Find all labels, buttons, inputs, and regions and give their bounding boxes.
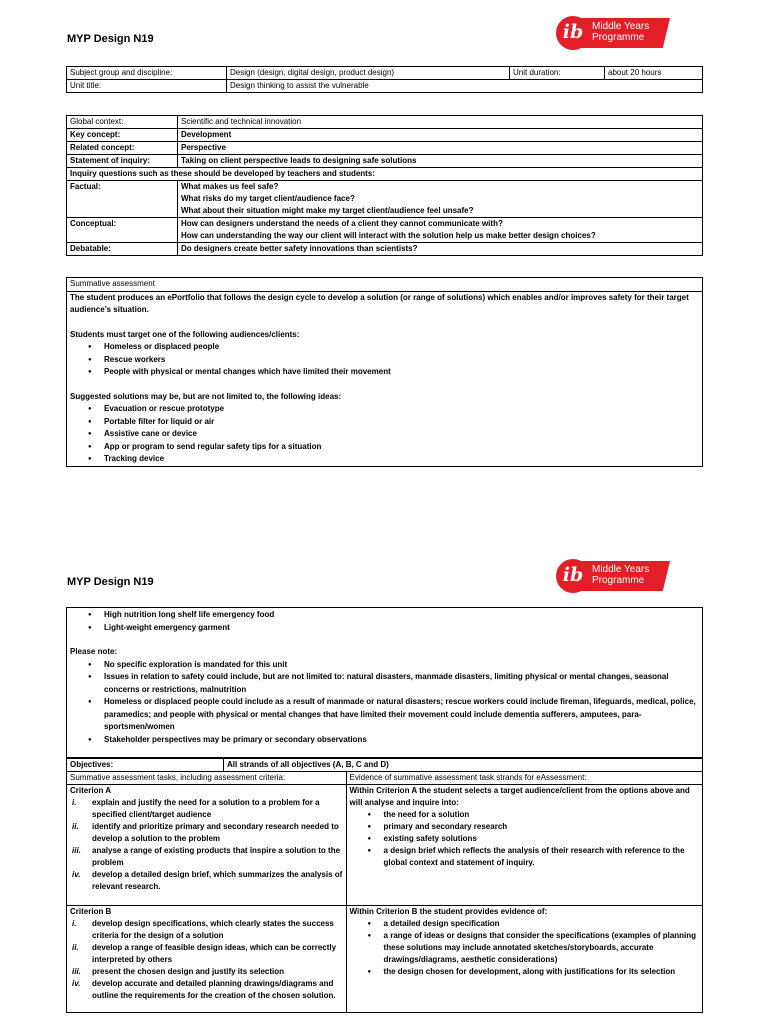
list-item: ● a design brief which reflects the analysis of their research with reference to the global context and statement of inquiry. (384, 845, 699, 869)
list-item (70, 797, 343, 821)
criterion-b-evidence-intro: Within Criterion B the student provides evidence of: (349, 907, 548, 916)
notes-list (70, 659, 699, 747)
debatable-value: Do designers create better safety innovations than scientists? (178, 243, 703, 256)
unit-table (66, 66, 703, 93)
audiences-intro: Students must target one of the following audiences/clients: (70, 329, 300, 339)
list-item: ● the need for a solution (384, 809, 699, 821)
criterion-b-evidence (346, 906, 702, 1013)
questions-heading: Inquiry questions such as these should be developed by teachers and students: (67, 168, 703, 181)
factual-question: What makes us feel safe? (181, 182, 279, 191)
item-text: analyse a range of existing products that inspire a solution to the problem (92, 846, 341, 867)
item-num: iv. (72, 870, 81, 879)
list-item: ● Evacuation or rescue prototype (104, 403, 699, 416)
conceptual-question: How can designers understand the needs of a client they cannot communicate with? (181, 219, 503, 228)
item-num: i. (72, 919, 77, 928)
logo-text (592, 564, 649, 586)
list-item: ● existing safety solutions (384, 833, 699, 845)
criterion-a-cell (67, 785, 347, 906)
objectives-value: All strands of all objectives (A, B, C and D) (224, 759, 703, 772)
item-num: iii. (72, 846, 81, 855)
conceptual-questions (178, 218, 703, 243)
note-heading: Please note: (70, 647, 118, 656)
factual-label: Factual: (67, 181, 178, 218)
item-text: develop accurate and detailed planning drawings/diagrams and outline the requirements for the creation of the chosen solution. (92, 979, 336, 1000)
list-item: ● Homeless or displaced people (104, 341, 699, 354)
logo-line1: Middle Years (592, 564, 650, 575)
logo-text (592, 21, 649, 43)
statement-label: Statement of inquiry: (67, 155, 178, 168)
list-item: ● Homeless or displaced people could include as a result of manmade or natural disasters; rescue workers could include fireman, lifeguards, medical, police, paramedics; and people with physical or mental changes that have limited their movement could include dementia sufferers, amputees, para-sportsmen/women (104, 696, 699, 734)
list-item (70, 869, 343, 893)
list-item (70, 978, 343, 1002)
statement-value: Taking on client perspective leads to designing safe solutions (178, 155, 703, 168)
summative-box (66, 277, 703, 467)
item-text: develop a detailed design brief, which summarizes the analysis of relevant research. (92, 870, 343, 891)
ib-logo-mark: ib (556, 559, 590, 593)
list-item: ● the design chosen for development, along with justifications for its selection (384, 966, 699, 978)
list-item: ● Portable filter for liquid or air (104, 416, 699, 429)
key-concept-value: Development (178, 129, 703, 142)
list-item (70, 821, 343, 845)
list-item: ● a range of ideas or designs that consider the specifications (examples of planning these solutions may include annotated sketches/storyboards, accurate drawings/diagrams, aesthetic considerations) (384, 930, 699, 966)
subject-label: Subject group and discipline: (67, 67, 227, 80)
duration-value: about 20 hours (605, 67, 703, 80)
summative-heading: Summative assessment (67, 278, 702, 292)
item-num: iv. (72, 979, 81, 988)
criterion-b-evidence-list (350, 918, 699, 978)
item-text: develop a range of feasible design ideas, which can be correctly interpreted by others (92, 943, 337, 964)
continuation-content (67, 608, 702, 746)
list-item: ● App or program to send regular safety tips for a situation (104, 441, 699, 454)
related-concept-value: Perspective (178, 142, 703, 155)
page-title: MYP Design N19 (67, 33, 154, 45)
list-item: ● primary and secondary research (384, 821, 699, 833)
list-item: ● High nutrition long shelf life emergency food (104, 609, 699, 622)
criterion-a-evidence (346, 785, 702, 906)
key-concept-label: Key concept: (67, 129, 178, 142)
criterion-a-title: Criterion A (70, 786, 112, 795)
objectives-label: Objectives: (67, 759, 224, 772)
logo-line1: Middle Years (592, 21, 650, 32)
list-item (70, 966, 343, 978)
item-num: i. (72, 798, 77, 807)
list-item: ● Light-weight emergency garment (104, 622, 699, 635)
title-value: Design thinking to assist the vulnerable (227, 80, 703, 93)
summative-intro: The student produces an ePortfolio that follows the design cycle to develop a solution (or range of solutions) which enables and/or improves safety for their target audience’s situation. (70, 292, 689, 314)
duration-label: Unit duration: (510, 67, 605, 80)
page-title-2: MYP Design N19 (67, 576, 154, 588)
conceptual-label: Conceptual: (67, 218, 178, 243)
list-item: ● Stakeholder perspectives may be primary or secondary observations (104, 734, 699, 747)
item-text: identify and prioritize primary and secondary research needed to develop a solution to the problem (92, 822, 339, 843)
item-num: iii. (72, 967, 81, 976)
title-label: Unit title: (67, 80, 227, 93)
ib-logo-2 (556, 559, 670, 593)
debatable-label: Debatable: (67, 243, 178, 256)
conceptual-question: How can understanding the way our client will interact with the solution help us make better design choices? (181, 231, 596, 240)
solutions-intro: Suggested solutions may be, but are not limited to, the following ideas: (70, 391, 342, 401)
inquiry-table (66, 115, 703, 256)
list-item: ● Tracking device (104, 453, 699, 466)
item-text: develop design specifications, which clearly states the success criteria for the design of a solution (92, 919, 334, 940)
criterion-b-list (70, 918, 343, 1002)
ib-logo (556, 16, 670, 50)
factual-question: What about their situation might make my target client/audience feel unsafe? (181, 206, 474, 215)
criteria-table (66, 758, 703, 1013)
list-item: ● People with physical or mental changes which have limited their movement (104, 366, 699, 379)
item-text: present the chosen design and justify its selection (92, 967, 285, 976)
criterion-a-list (70, 797, 343, 893)
list-item: ● Issues in relation to safety could include, but are not limited to: natural disasters, manmade disasters, limiting physical or mental changes, seasonal concerns or restrictions, malnutrition (104, 671, 699, 696)
subject-value: Design (design, digital design, product design) (227, 67, 510, 80)
criterion-b-cell (67, 906, 347, 1013)
factual-question: What risks do my target client/audience face? (181, 194, 355, 203)
list-item (70, 845, 343, 869)
list-item: ● No specific exploration is mandated for this unit (104, 659, 699, 672)
global-context-value: Scientific and technical innovation (178, 116, 703, 129)
criterion-a-evidence-list (350, 809, 699, 869)
list-item (70, 942, 343, 966)
item-text: explain and justify the need for a solution to a problem for a specified client/target audience (92, 798, 320, 819)
evidence-heading: Evidence of summative assessment task strands for eAssessment: (346, 772, 702, 785)
audiences-list (70, 341, 699, 379)
tasks-heading: Summative assessment tasks, including assessment criteria: (67, 772, 347, 785)
item-num: ii. (72, 822, 79, 831)
item-num: ii. (72, 943, 79, 952)
summative-content (67, 292, 702, 466)
list-item (70, 918, 343, 942)
ib-logo-mark: ib (556, 16, 590, 50)
continuation-box (66, 607, 703, 758)
logo-line2: Programme (592, 32, 645, 43)
solutions-list (70, 403, 699, 466)
factual-questions (178, 181, 703, 218)
related-concept-label: Related concept: (67, 142, 178, 155)
list-item: ● a detailed design specification (384, 918, 699, 930)
criterion-a-evidence-intro: Within Criterion A the student selects a target audience/client from the options above and will analyse and inquire into: (349, 786, 690, 807)
more-solutions-list (70, 609, 699, 634)
global-context-label: Global context: (67, 116, 178, 129)
criterion-b-title: Criterion B (70, 907, 112, 916)
logo-line2: Programme (592, 575, 645, 586)
list-item: ● Rescue workers (104, 354, 699, 367)
list-item: ● Assistive cane or device (104, 428, 699, 441)
